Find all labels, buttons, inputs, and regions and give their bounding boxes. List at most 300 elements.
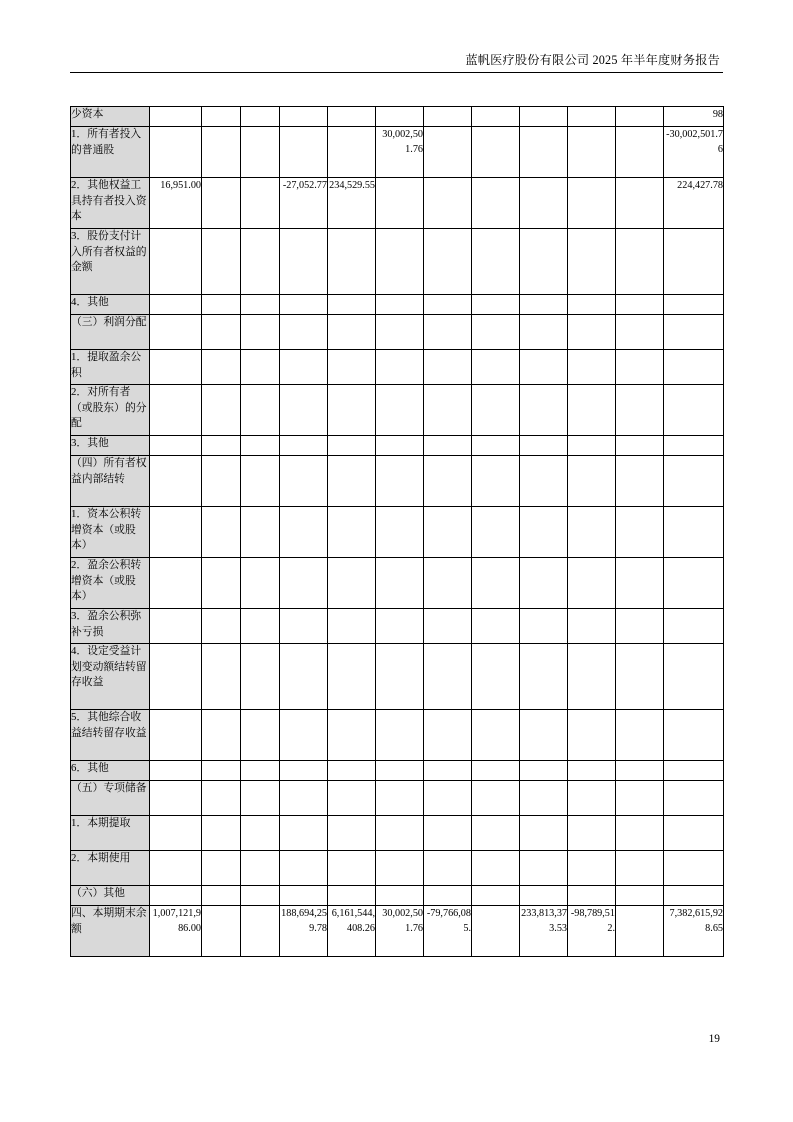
table-cell <box>376 558 424 609</box>
table-cell <box>472 644 520 710</box>
table-cell <box>568 558 616 609</box>
table-cell <box>568 350 616 385</box>
row-label-cell: 4．设定受益计划变动额结转留存收益 <box>71 644 150 710</box>
table-cell <box>328 710 376 761</box>
table-cell <box>568 315 616 350</box>
table-cell <box>520 229 568 295</box>
table-cell <box>472 906 520 957</box>
table-cell <box>472 609 520 644</box>
table-cell <box>328 107 376 127</box>
table-cell <box>520 295 568 315</box>
table-row <box>71 609 724 644</box>
table-cell <box>424 315 472 350</box>
table-cell <box>202 295 241 315</box>
table-row <box>71 886 724 906</box>
table-cell <box>150 710 202 761</box>
table-cell <box>664 558 724 609</box>
table-cell: 224,427.78 <box>664 178 724 229</box>
table-cell <box>150 609 202 644</box>
table-cell <box>241 851 280 886</box>
table-cell <box>520 816 568 851</box>
table-cell <box>616 315 664 350</box>
table-cell: 30,002,501.76 <box>376 906 424 957</box>
table-cell <box>472 350 520 385</box>
table-cell <box>328 385 376 436</box>
table-row <box>71 851 724 886</box>
table-cell <box>280 710 328 761</box>
table-cell: 233,813,373.53 <box>520 906 568 957</box>
table-cell <box>280 851 328 886</box>
table-cell <box>241 644 280 710</box>
table-cell <box>520 107 568 127</box>
table-cell <box>568 229 616 295</box>
table-cell <box>520 644 568 710</box>
table-cell <box>568 178 616 229</box>
table-cell <box>202 558 241 609</box>
table-cell <box>616 609 664 644</box>
row-label-cell: 2．本期使用 <box>71 851 150 886</box>
table-cell <box>202 456 241 507</box>
row-label-cell: 2．其他权益工具持有者投入资本 <box>71 178 150 229</box>
table-cell <box>280 107 328 127</box>
table-cell <box>424 456 472 507</box>
table-row <box>71 816 724 851</box>
running-header <box>0 52 793 78</box>
table-cell <box>280 761 328 781</box>
table-cell <box>241 385 280 436</box>
table-cell <box>664 229 724 295</box>
table-cell <box>202 781 241 816</box>
table-cell <box>664 456 724 507</box>
table-cell <box>150 315 202 350</box>
table-cell <box>328 886 376 906</box>
table-cell <box>424 781 472 816</box>
table-cell <box>241 761 280 781</box>
table-cell <box>520 315 568 350</box>
table-cell <box>280 609 328 644</box>
table-cell <box>376 507 424 558</box>
table-cell <box>568 816 616 851</box>
table-cell <box>150 350 202 385</box>
table-cell <box>376 710 424 761</box>
table-cell <box>664 851 724 886</box>
row-label-cell: 4．其他 <box>71 295 150 315</box>
table-cell <box>616 644 664 710</box>
table-cell <box>424 107 472 127</box>
table-cell <box>472 229 520 295</box>
table-cell <box>664 816 724 851</box>
table-cell <box>241 558 280 609</box>
table-cell <box>520 507 568 558</box>
table-cell <box>202 851 241 886</box>
table-cell <box>616 295 664 315</box>
table-cell <box>376 609 424 644</box>
table-cell: -98,789,512. <box>568 906 616 957</box>
table-cell <box>616 507 664 558</box>
table-cell <box>424 385 472 436</box>
table-cell <box>202 761 241 781</box>
table-cell <box>241 906 280 957</box>
table-cell <box>202 127 241 178</box>
table-cell <box>616 710 664 761</box>
table-cell: -27,052.77 <box>280 178 328 229</box>
table-cell <box>150 436 202 456</box>
table-cell <box>241 710 280 761</box>
table-cell <box>150 761 202 781</box>
table-cell <box>616 350 664 385</box>
table-cell <box>241 609 280 644</box>
table-row <box>71 710 724 761</box>
table-cell <box>150 385 202 436</box>
statement-of-changes-in-equity-table <box>70 106 723 957</box>
table-cell: 234,529.55 <box>328 178 376 229</box>
table-cell <box>241 781 280 816</box>
table-cell <box>376 315 424 350</box>
table-cell <box>280 229 328 295</box>
row-label-cell: 少资本 <box>71 107 150 127</box>
table-cell <box>472 127 520 178</box>
table-cell <box>202 178 241 229</box>
table-cell <box>472 886 520 906</box>
table-cell <box>568 295 616 315</box>
table-cell <box>202 886 241 906</box>
table-cell <box>424 127 472 178</box>
table-cell <box>241 350 280 385</box>
table-cell <box>616 558 664 609</box>
row-label-cell: （四）所有者权益内部结转 <box>71 456 150 507</box>
table-cell <box>376 350 424 385</box>
table-cell <box>616 385 664 436</box>
table-cell <box>202 385 241 436</box>
table-cell <box>328 761 376 781</box>
table-cell <box>520 127 568 178</box>
table-cell <box>664 315 724 350</box>
row-label-cell: （五）专项储备 <box>71 781 150 816</box>
table-cell <box>150 295 202 315</box>
table-cell <box>241 436 280 456</box>
table-cell <box>520 851 568 886</box>
table-cell <box>424 886 472 906</box>
table-cell <box>280 385 328 436</box>
table-cell <box>241 229 280 295</box>
table-cell <box>424 851 472 886</box>
table-cell <box>424 710 472 761</box>
table-row <box>71 456 724 507</box>
table-cell <box>616 127 664 178</box>
table-cell <box>520 886 568 906</box>
table-cell <box>328 295 376 315</box>
table-cell <box>568 385 616 436</box>
row-label-cell: 2．盈余公积转增资本（或股本） <box>71 558 150 609</box>
table-cell <box>202 229 241 295</box>
table-row <box>71 761 724 781</box>
table-cell <box>376 816 424 851</box>
table-cell <box>424 644 472 710</box>
table-cell: 16,951.00 <box>150 178 202 229</box>
table-cell <box>520 710 568 761</box>
table-cell <box>616 456 664 507</box>
table-cell <box>472 761 520 781</box>
table-cell <box>280 507 328 558</box>
table-cell <box>150 107 202 127</box>
table-cell <box>520 558 568 609</box>
table-cell <box>568 107 616 127</box>
table-cell <box>472 710 520 761</box>
table-row <box>71 644 724 710</box>
table-cell <box>328 127 376 178</box>
table-cell <box>664 710 724 761</box>
table-cell <box>241 127 280 178</box>
table-cell <box>472 558 520 609</box>
table-cell <box>424 295 472 315</box>
table-cell <box>202 710 241 761</box>
table-cell <box>616 761 664 781</box>
table-cell <box>472 385 520 436</box>
table-cell <box>150 558 202 609</box>
table-cell <box>568 761 616 781</box>
table-cell <box>202 816 241 851</box>
table-row <box>71 107 724 127</box>
table-cell <box>202 906 241 957</box>
table-cell: 98 <box>664 107 724 127</box>
table-cell <box>376 178 424 229</box>
table-cell <box>520 350 568 385</box>
table-cell <box>376 107 424 127</box>
table-cell <box>150 229 202 295</box>
table-cell <box>280 350 328 385</box>
table-cell <box>280 781 328 816</box>
table-cell <box>280 127 328 178</box>
row-label-cell: 3．其他 <box>71 436 150 456</box>
table-cell <box>472 456 520 507</box>
table-cell <box>424 178 472 229</box>
table-cell <box>664 644 724 710</box>
table-cell <box>424 816 472 851</box>
table-row <box>71 385 724 436</box>
table-cell <box>328 350 376 385</box>
table-cell: 30,002,501.76 <box>376 127 424 178</box>
row-label-cell: （三）利润分配 <box>71 315 150 350</box>
table-cell <box>616 781 664 816</box>
table-cell <box>568 644 616 710</box>
table-cell <box>616 906 664 957</box>
table-cell <box>376 456 424 507</box>
table-cell <box>241 816 280 851</box>
table-cell <box>150 781 202 816</box>
table-cell <box>280 456 328 507</box>
table-cell <box>328 609 376 644</box>
table-row <box>71 315 724 350</box>
table-cell <box>150 127 202 178</box>
table-cell <box>520 385 568 436</box>
table-cell <box>376 781 424 816</box>
table-cell <box>376 229 424 295</box>
table-cell <box>472 295 520 315</box>
table-cell <box>520 436 568 456</box>
table-cell <box>202 315 241 350</box>
table-cell <box>328 644 376 710</box>
row-label-cell: 3．盈余公积弥补亏损 <box>71 609 150 644</box>
table-body <box>71 107 724 957</box>
table-cell <box>328 816 376 851</box>
table-cell <box>616 178 664 229</box>
table-cell <box>472 816 520 851</box>
page-number: 19 <box>708 1033 720 1045</box>
table-cell <box>472 315 520 350</box>
table-cell <box>472 436 520 456</box>
table-cell <box>424 609 472 644</box>
table-cell <box>664 781 724 816</box>
table-cell <box>328 436 376 456</box>
table-cell <box>376 385 424 436</box>
table-cell <box>472 851 520 886</box>
table-cell <box>424 436 472 456</box>
table-cell <box>376 886 424 906</box>
table-cell <box>472 781 520 816</box>
table-cell <box>150 816 202 851</box>
table-cell <box>424 558 472 609</box>
table-cell <box>280 315 328 350</box>
table-row <box>71 906 724 957</box>
table-cell <box>241 107 280 127</box>
table-cell <box>568 886 616 906</box>
table-row <box>71 781 724 816</box>
table-cell: -30,002,501.76 <box>664 127 724 178</box>
table-cell <box>241 886 280 906</box>
table-cell <box>568 710 616 761</box>
table-cell <box>328 315 376 350</box>
table-cell <box>424 507 472 558</box>
table-cell <box>424 229 472 295</box>
table-cell <box>280 816 328 851</box>
table-cell <box>241 178 280 229</box>
row-label-cell: 1．提取盈余公积 <box>71 350 150 385</box>
table-cell <box>376 851 424 886</box>
row-label-cell: 6．其他 <box>71 761 150 781</box>
table-cell <box>472 107 520 127</box>
row-label-cell: 2．对所有者（或股东）的分配 <box>71 385 150 436</box>
table-cell <box>241 456 280 507</box>
table-cell <box>520 781 568 816</box>
table-cell <box>202 436 241 456</box>
table-row <box>71 436 724 456</box>
table-cell <box>280 558 328 609</box>
table-cell <box>376 295 424 315</box>
table-cell <box>568 456 616 507</box>
table-cell <box>664 609 724 644</box>
table-cell <box>664 350 724 385</box>
row-label-cell: 5．其他综合收益结转留存收益 <box>71 710 150 761</box>
table-cell <box>328 507 376 558</box>
table-cell <box>664 886 724 906</box>
table-row <box>71 127 724 178</box>
table-cell <box>664 295 724 315</box>
table-cell <box>376 644 424 710</box>
table-row <box>71 229 724 295</box>
table-cell <box>202 507 241 558</box>
table-cell <box>616 229 664 295</box>
table-cell <box>328 781 376 816</box>
table-cell <box>568 851 616 886</box>
table-cell <box>376 436 424 456</box>
table-cell <box>424 350 472 385</box>
table-cell: 6,161,544,408.26 <box>328 906 376 957</box>
table-cell: 1,007,121,986.00 <box>150 906 202 957</box>
table-row <box>71 350 724 385</box>
table-cell <box>520 178 568 229</box>
table-cell <box>150 507 202 558</box>
table-cell <box>472 507 520 558</box>
row-label-cell: 1．本期提取 <box>71 816 150 851</box>
table-cell <box>568 781 616 816</box>
table-cell <box>424 761 472 781</box>
table-cell <box>328 851 376 886</box>
table-row <box>71 558 724 609</box>
table-cell <box>616 436 664 456</box>
table-cell <box>280 886 328 906</box>
table-cell <box>280 644 328 710</box>
table-cell <box>520 456 568 507</box>
table-row <box>71 507 724 558</box>
row-label-cell: 四、本期期末余额 <box>71 906 150 957</box>
row-label-cell: 3．股份支付计入所有者权益的金额 <box>71 229 150 295</box>
table-cell <box>616 107 664 127</box>
table-cell <box>568 436 616 456</box>
table-cell <box>664 436 724 456</box>
table-cell <box>241 507 280 558</box>
table-cell <box>520 609 568 644</box>
table-cell <box>616 851 664 886</box>
table-cell <box>241 315 280 350</box>
table-cell <box>664 385 724 436</box>
table-cell <box>664 761 724 781</box>
table-cell <box>280 295 328 315</box>
table-cell <box>328 229 376 295</box>
financial-table <box>70 106 724 957</box>
table-cell: -79,766,085. <box>424 906 472 957</box>
header-divider-rule <box>70 72 723 73</box>
table-cell <box>616 816 664 851</box>
row-label-cell: （六）其他 <box>71 886 150 906</box>
table-cell <box>241 295 280 315</box>
table-cell <box>376 761 424 781</box>
table-cell <box>150 644 202 710</box>
table-cell <box>664 507 724 558</box>
table-cell <box>202 609 241 644</box>
row-label-cell: 1．资本公积转增资本（或股本） <box>71 507 150 558</box>
table-cell <box>568 507 616 558</box>
table-cell <box>150 456 202 507</box>
table-cell: 188,694,259.78 <box>280 906 328 957</box>
table-row <box>71 178 724 229</box>
table-cell: 7,382,615,928.65 <box>664 906 724 957</box>
table-cell <box>202 644 241 710</box>
table-cell <box>328 456 376 507</box>
table-row <box>71 295 724 315</box>
table-cell <box>616 886 664 906</box>
table-cell <box>280 436 328 456</box>
table-cell <box>520 761 568 781</box>
row-label-cell: 1．所有者投入的普通股 <box>71 127 150 178</box>
table-cell <box>202 107 241 127</box>
running-header-title: 蓝帆医疗股份有限公司 2025 年半年度财务报告 <box>465 53 720 67</box>
table-cell <box>150 851 202 886</box>
table-cell <box>150 886 202 906</box>
table-cell <box>202 350 241 385</box>
table-cell <box>472 178 520 229</box>
table-cell <box>568 609 616 644</box>
table-cell <box>328 558 376 609</box>
